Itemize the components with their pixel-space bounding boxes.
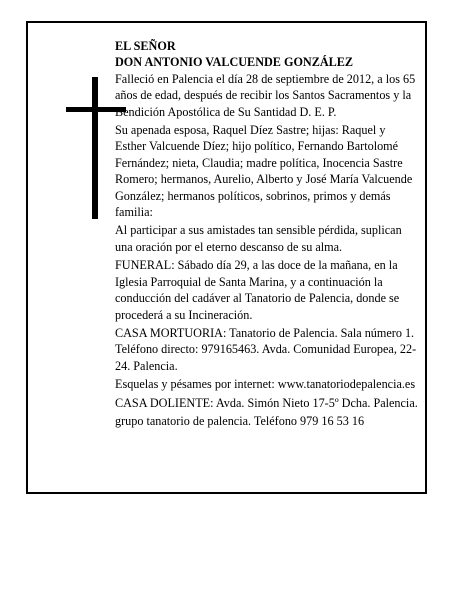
prayer-request: Al participar a sus amistades tan sensible pérdida, suplican una oración por el eterno descanso de su alma.	[115, 223, 402, 254]
condolences-online: Esquelas y pésames por internet: www.tanatoriodepalencia.es	[115, 377, 416, 392]
funeral-home-contact: grupo tanatorio de palencia. Teléfono 979 16 53 16	[115, 413, 365, 428]
death-announcement: Falleció en Palencia el día 28 de septiembre de 2012, a los 65 años de edad, después de recibir los Santos Sacramentos y la Bendición Apostólica de Su Santidad D. E. P.	[115, 71, 416, 119]
funeral-details: FUNERAL: Sábado día 29, a las doce de la mañana, en la Iglesia Parroquial de Santa Marina, y a continuación la conducción del cadáver al Tanatorio de Palencia, donde se procederá a su Incineración.	[115, 258, 400, 322]
cross-vertical-bar	[92, 77, 98, 219]
mortuary-details: CASA MORTUORIA: Tanatorio de Palencia. Sala número 1. Teléfono directo: 979165463. Avda. Comunidad Europea, 22-24. Palencia.	[115, 325, 417, 373]
family-list: Su apenada esposa, Raquel Díez Sastre; hijas: Raquel y Esther Valcuende Díez; hijo político, Fernando Bartolomé Fernández; nieta, Claudia; madre política, Inocencia Sastre Romero; hermanos, Aurelio, Alberto y José María Valcuende González; hermanos políticos, sobrinos, primos y demás familia:	[115, 123, 413, 220]
family-home-address: CASA DOLIENTE: Avda. Simón Nieto 17-5º Dcha. Palencia.	[115, 395, 418, 410]
deceased-name: DON ANTONIO VALCUENDE GONZÁLEZ	[115, 55, 354, 70]
obituary-text	[115, 38, 419, 429]
deceased-title: EL SEÑOR	[115, 39, 176, 53]
